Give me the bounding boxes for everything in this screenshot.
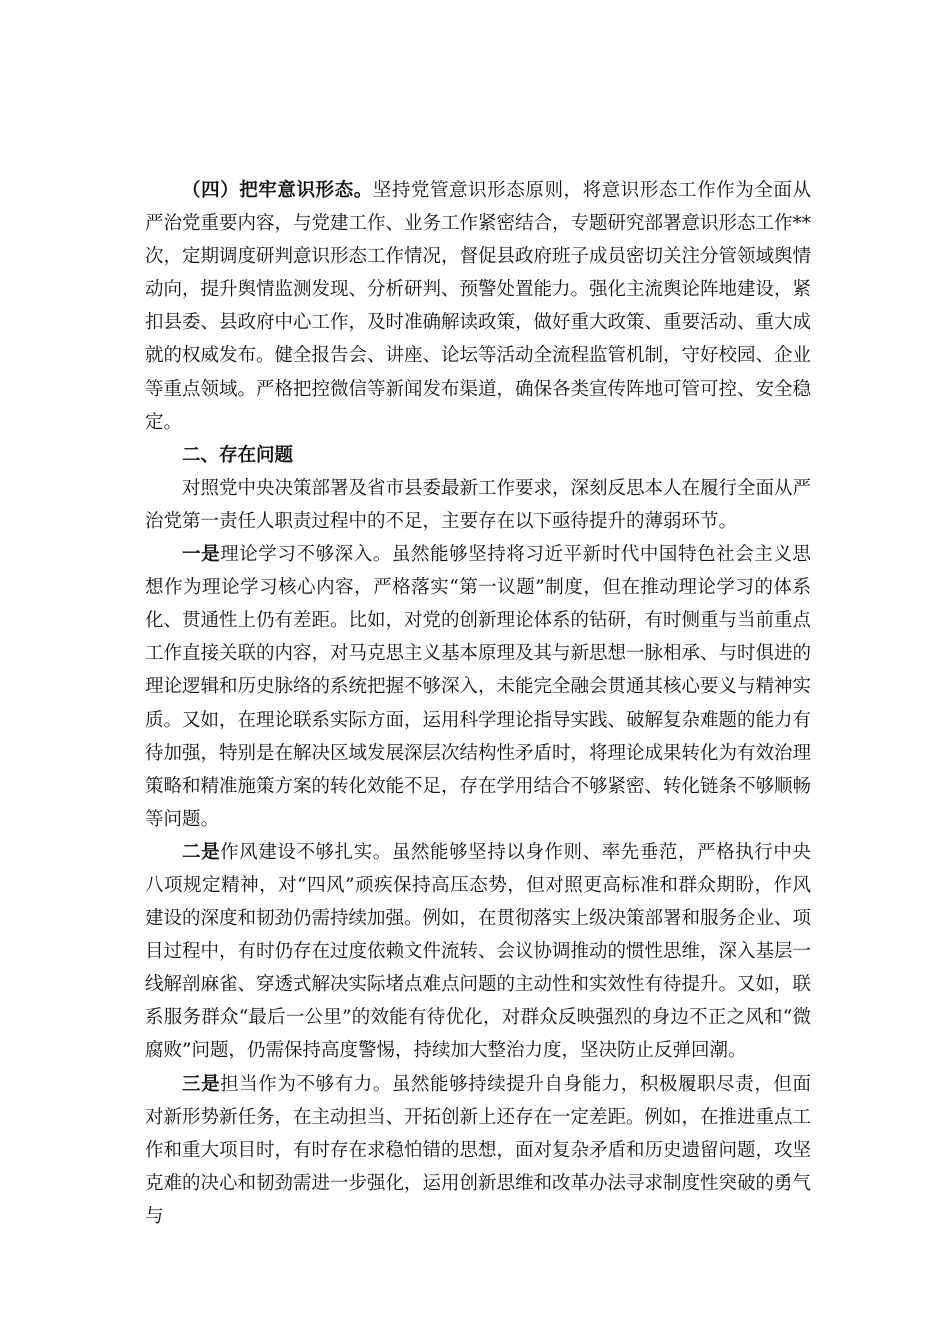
paragraph-intro (145, 472, 811, 538)
section-heading: 二、存在问题 (182, 444, 294, 466)
paragraph-issue-one (145, 538, 811, 836)
paragraph-text: 作风建设不够扎实。虽然能够坚持以身作则、率先垂范，严格执行中央八项规定精神，对“四风”顽疾保持高压态势，但对照更高标准和群众期盼，作风建设的深度和韧劲仍需持续加强。例如，在贯彻落实上级决策部署和服务企业、项目过程中，有时仍存在过度依赖文件流转、会议协调推动的惯性思维，深入基层一线解剖麻雀、穿透式解决实际堵点难点问题的主动性和实效性有待提升。又如，联系服务群众“最后一公里”的效能有待优化，对群众反映强烈的身边不正之风和“微腐败”问题，仍需保持高度警惕，持续加大整治力度，坚决防止反弹回潮。 (145, 841, 812, 1062)
paragraph-issue-two (145, 836, 811, 1068)
document-body (145, 174, 811, 1233)
paragraph-lead: 一是 (182, 544, 221, 566)
paragraph-text: 坚持党管意识形态原则，将意识形态工作作为全面从严治党重要内容，与党建工作、业务工作紧密结合，专题研究部署意识形态工作**次，定期调度研判意识形态工作情况，督促县政府班子成员密切关注分管领域舆情动向，提升舆情监测发现、分析研判、预警处置能力。强化主流舆论阵地建设，紧扣县委、县政府中心工作，及时准确解读政策，做好重大政策、重要活动、重大成就的权威发布。健全报告会、讲座、论坛等活动全流程监管机制，守好校园、企业等重点领域。严格把控微信等新闻发布渠道，确保各类宣传阵地可管可控、安全稳定。 (145, 180, 812, 433)
paragraph-ideology (145, 174, 811, 439)
paragraph-lead: 三是 (182, 1073, 221, 1095)
paragraph-text: 对照党中央决策部署及省市县委最新工作要求，深刻反思本人在履行全面从严治党第一责任人职责过程中的不足，主要存在以下亟待提升的薄弱环节。 (145, 477, 812, 532)
paragraph-text: 担当作为不够有力。虽然能够持续提升自身能力，积极履职尽责，但面对新形势新任务，在主动担当、开拓创新上还存在一定差距。例如，在推进重点工作和重大项目时，有时存在求稳怕错的思想，面对复杂矛盾和历史遗留问题，攻坚克难的决心和韧劲需进一步强化，运用创新思维和改革办法寻求制度性突破的勇气与 (145, 1073, 812, 1227)
paragraph-issue-three (145, 1068, 811, 1233)
paragraph-lead: （四）把牢意识形态。 (182, 180, 373, 201)
paragraph-text: 理论学习不够深入。虽然能够坚持将习近平新时代中国特色社会主义思想作为理论学习核心内容，严格落实“第一议题”制度，但在推动理论学习的体系化、贯通性上仍有差距。比如，对党的创新理论体系的钻研，有时侧重与当前重点工作直接关联的内容，对马克思主义基本原理及其与新思想一脉相承、与时俱进的理论逻辑和历史脉络的系统把握不够深入，未能完全融会贯通其核心要义与精神实质。又如，在理论联系实际方面，运用科学理论指导实践、破解复杂难题的能力有待加强，特别是在解决区域发展深层次结构性矛盾时，将理论成果转化为有效治理策略和精准施策方案的转化效能不足，存在学用结合不够紧密、转化链条不够顺畅等问题。 (145, 544, 812, 830)
paragraph-lead: 二是 (182, 841, 221, 863)
